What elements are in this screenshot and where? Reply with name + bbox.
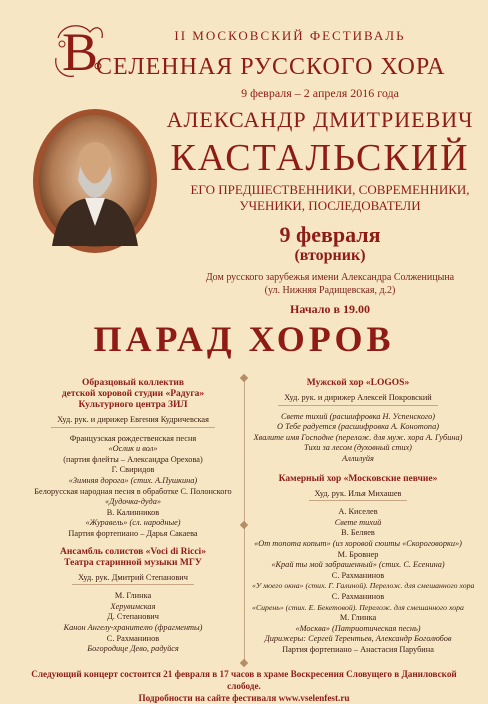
program-line: Партия фортепиано – Анастасия Парубина bbox=[282, 644, 434, 654]
festival-title: II МОСКОВСКИЙ ФЕСТИВАЛЬ bbox=[174, 28, 406, 43]
right-column bbox=[252, 378, 475, 655]
event-weekday: (вторник) bbox=[294, 247, 366, 264]
left-column bbox=[28, 378, 238, 655]
event-date: 9 февраля bbox=[279, 222, 381, 247]
venue-address: (ул. Нижняя Радищевская, д.2) bbox=[264, 285, 396, 296]
composer-first-names: АЛЕКСАНДР ДМИТРИЕВИЧ bbox=[166, 107, 474, 132]
composer-surname: КАСТАЛЬСКИЙ bbox=[170, 137, 470, 179]
program-line: Свете тихий (расшифровка Н. Успенского) bbox=[281, 411, 435, 421]
program-line: С. Рахманинов bbox=[106, 633, 160, 643]
choir-leader: Худ. рук. и дирижер Евгения Кудричевская bbox=[51, 415, 215, 428]
program-line: (партия флейты – Александра Орехова) bbox=[63, 454, 203, 464]
divider-ornament bbox=[240, 374, 248, 382]
next-concert-note: Следующий концерт состоится 21 февраля в 17 часов в храме Воскресения Словущего в Даниловской слободе. bbox=[31, 669, 457, 691]
choir-leader: Худ. рук. и дирижер Алексей Покровский bbox=[278, 393, 437, 406]
program-line: Богородице Дево, радуйся bbox=[87, 644, 179, 654]
program-title: ПАРАД ХОРОВ bbox=[93, 319, 395, 359]
program-line: Г. Свиридов bbox=[111, 465, 155, 475]
choir-heading: детской хоровой студии «Радуга» bbox=[61, 389, 205, 399]
program-line: «Москва» (Патриотическая песнь) bbox=[295, 623, 421, 633]
program-line: О Тебе радуется (расшифровка А. Конотопа) bbox=[277, 422, 439, 432]
venue-name: Дом русского зарубежья имени Александра Солженицына bbox=[205, 272, 455, 283]
program-line: «От топота копыт» (из хоровой сюиты «Скороговорки») bbox=[254, 538, 462, 548]
choir-heading: Мужской хор «LOGOS» bbox=[306, 378, 410, 388]
program-line: М. Глинка bbox=[114, 591, 152, 601]
choir-leader: Худ. рук. Илья Михашев bbox=[309, 489, 408, 502]
divider-ornament bbox=[240, 659, 248, 667]
composer-subtitle-1: ЕГО ПРЕДШЕСТВЕННИКИ, СОВРЕМЕННИКИ, bbox=[190, 182, 470, 197]
program-line: Херувимская bbox=[110, 601, 156, 611]
program-line: Свете тихий bbox=[334, 517, 382, 527]
program-line: «У моего окна» (стих. Г. Галиной). Перелож. для смешанного хора bbox=[252, 581, 475, 591]
choir-heading: Театра старинной музыки МГУ bbox=[64, 557, 202, 568]
program-line: С. Рахманинов bbox=[331, 591, 385, 601]
festival-name: СЕЛЕННАЯ РУССКОГО ХОРА bbox=[96, 54, 446, 80]
program-line: Французская рождественская песня bbox=[69, 433, 197, 443]
program-line: М. Бровнер bbox=[337, 549, 379, 559]
program-line: Канон Ангелу-хранителю (фрагменты) bbox=[63, 622, 203, 632]
website-note: Подробности на сайте фестиваля www.vselenfest.ru bbox=[138, 693, 350, 703]
program-line: «Журавель» (сл. народные) bbox=[85, 518, 181, 528]
program-line: «Зимняя дорога» (стих. А.Пушкина) bbox=[68, 475, 198, 485]
program-line: «Дудочка-дуда» bbox=[105, 497, 161, 507]
program-line: В. Калинников bbox=[106, 507, 160, 517]
footer bbox=[16, 668, 472, 704]
program-line: «Сирень» (стих. Е. Бекетовой). Перелож. для смешанного хора bbox=[252, 602, 464, 612]
program-line: Аллилуйя bbox=[342, 453, 374, 463]
program-line: С. Рахманинов bbox=[331, 570, 385, 580]
program-line: Дирижеры: Сергей Терентьев, Александр Боголюбов bbox=[264, 634, 452, 644]
start-time: Начало в 19.00 bbox=[290, 302, 370, 316]
composer-portrait bbox=[30, 106, 160, 256]
divider-ornament bbox=[240, 521, 248, 529]
program-line: Хвалите имя Господне (перелож. для муж. хора А. Губина) bbox=[253, 432, 463, 442]
choir-heading: Ансамбль солистов «Voci di Ricci» bbox=[60, 546, 206, 557]
program-line: «Край ты мой забрашенный» (стих. С. Есенина) bbox=[271, 560, 445, 570]
choir-heading: Образцовый коллектив bbox=[82, 378, 184, 388]
choir-heading: Культурного центра ЗИЛ bbox=[78, 400, 188, 410]
initial-letter: В bbox=[61, 22, 99, 82]
program-line: «Ослик и вол» bbox=[108, 444, 158, 454]
choir-leader: Худ. рук. Дмитрий Степанович bbox=[72, 573, 194, 586]
program-line: Тихи за лесом (духовный стих) bbox=[304, 443, 412, 453]
program-line: Д. Степанович bbox=[107, 612, 159, 622]
program-line: А. Киселев bbox=[338, 507, 378, 517]
choir-heading: Камерный хор «Московские певчие» bbox=[278, 473, 438, 484]
program-line: Партия фортепиано – Дарья Сакаева bbox=[68, 528, 198, 538]
program-line: Белорусская народная песня в обработке С. Полонского bbox=[34, 486, 232, 496]
festival-dates: 9 февраля – 2 апреля 2016 года bbox=[241, 86, 399, 100]
program-line: М. Глинка bbox=[339, 613, 377, 623]
composer-subtitle-2: УЧЕНИКИ, ПОСЛЕДОВАТЕЛИ bbox=[239, 198, 421, 213]
program-line: В. Беляев bbox=[341, 528, 375, 538]
